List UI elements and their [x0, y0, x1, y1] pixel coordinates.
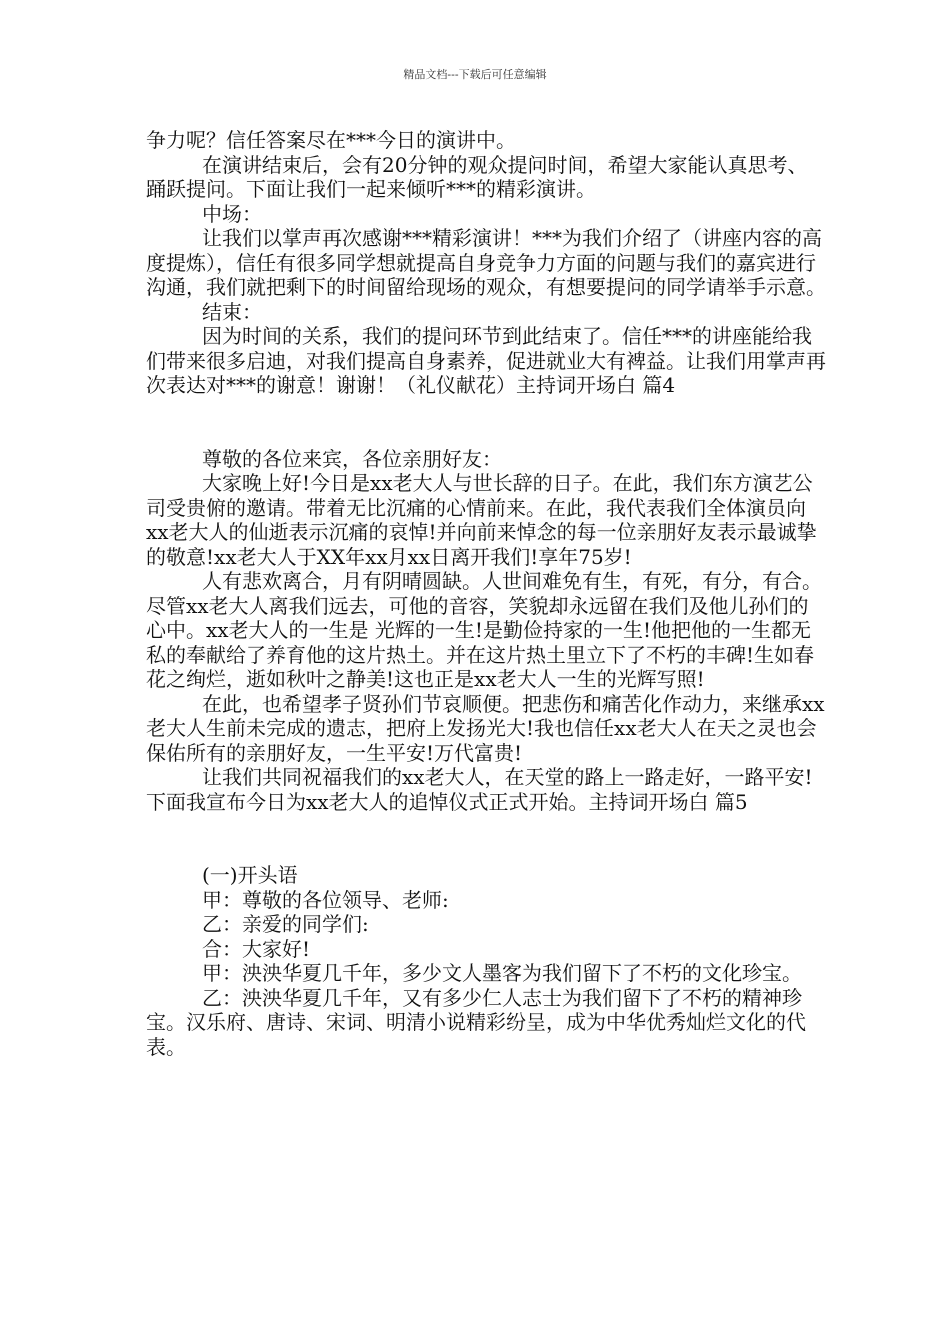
- paragraph: 大家晚上好!今日是xx老大人与世长辞的日子。在此，我们东方演艺公司受贵俯的邀请。带着无比沉痛的心情前来。在此，我代表我们全体演员向xx老大人的仙逝表示沉痛的哀悼!并向前来悼念的每一位亲朋好友表示最诚挚的敬意!xx老大人于XX年xx月xx日离开我们!享年75岁!: [146, 471, 817, 569]
- paragraph: 在演讲结束后，会有20分钟的观众提问时间，希望大家能认真思考、踊跃提问。下面让我们一起来倾听***的精彩演讲。: [146, 152, 808, 201]
- paragraph: 争力呢？信任答案尽在***今日的演讲中。: [146, 128, 516, 152]
- paragraph: 让我们共同祝福我们的xx老大人，在天堂的路上一路走好，一路平安!下面我宣布今日为xx老大人的追悼仪式正式开始。主持词开场白 篇5: [146, 765, 813, 814]
- paragraph: 人有悲欢离合，月有阴晴圆缺。人世间难免有生，有死，有分，有合。尽管xx老大人离我们远去，可他的音容，笑貌却永远留在我们及他儿孙们的心中。xx老大人的一生是 光辉的一生!是勤俭持家的一生!他把他的一生都无私的奉献给了养育他的这片热土。并在这片热土里立下了不朽的丰碑!生如春花之绚烂，逝如秋叶之静美!这也正是xx老大人一生的光辉写照!: [146, 569, 822, 691]
- paragraph: 让我们以掌声再次感谢***精彩演讲！***为我们介绍了（讲座内容的高度提炼），信任有很多同学想就提高自身竞争力方面的问题与我们的嘉宾进行沟通，我们就把剩下的时间留给现场的观众，有想要提问的同学请举手示意。: [146, 226, 826, 299]
- dialogue-line: 甲：尊敬的各位领导、老师:: [202, 887, 449, 912]
- document-body: [146, 128, 826, 1059]
- section-label: 中场：: [202, 201, 262, 226]
- dialogue-line: 甲：泱泱华夏几千年，多少文人墨客为我们留下了不朽的文化珍宝。: [202, 961, 802, 985]
- paragraph: 在此，也希望孝子贤孙们节哀顺便。把悲伤和痛苦化作动力，来继承xx老大人生前未完成的遗志，把府上发扬光大!我也信任xx老大人在天之灵也会保佑所有的亲朋好友，一生平安!万代富贵!: [146, 691, 825, 765]
- blank-space: [146, 814, 826, 863]
- paragraph: 因为时间的关系，我们的提问环节到此结束了。信任***的讲座能给我们带来很多启迪，对我们提高自身素养，促进就业大有裨益。让我们用掌声再次表达对***的谢意！谢谢！（礼仪献花）主持词开场白 篇4: [146, 324, 826, 397]
- salutation: 尊敬的各位来宾，各位亲朋好友：: [202, 446, 502, 471]
- dialogue-line: 乙：亲爱的同学们:: [202, 912, 369, 936]
- dialogue-line: 乙：泱泱华夏几千年，又有多少仁人志士为我们留下了不朽的精神珍宝。汉乐府、唐诗、宋词、明清小说精彩纷呈，成为中华优秀灿烂文化的代表。: [146, 985, 806, 1059]
- dialogue-line: 合：大家好!: [202, 936, 311, 961]
- page-header: 精品文档---下载后可任意编辑: [403, 68, 547, 81]
- section-label: 结束：: [202, 299, 262, 324]
- blank-space: [146, 398, 826, 447]
- section-heading: (一)开头语: [202, 863, 298, 887]
